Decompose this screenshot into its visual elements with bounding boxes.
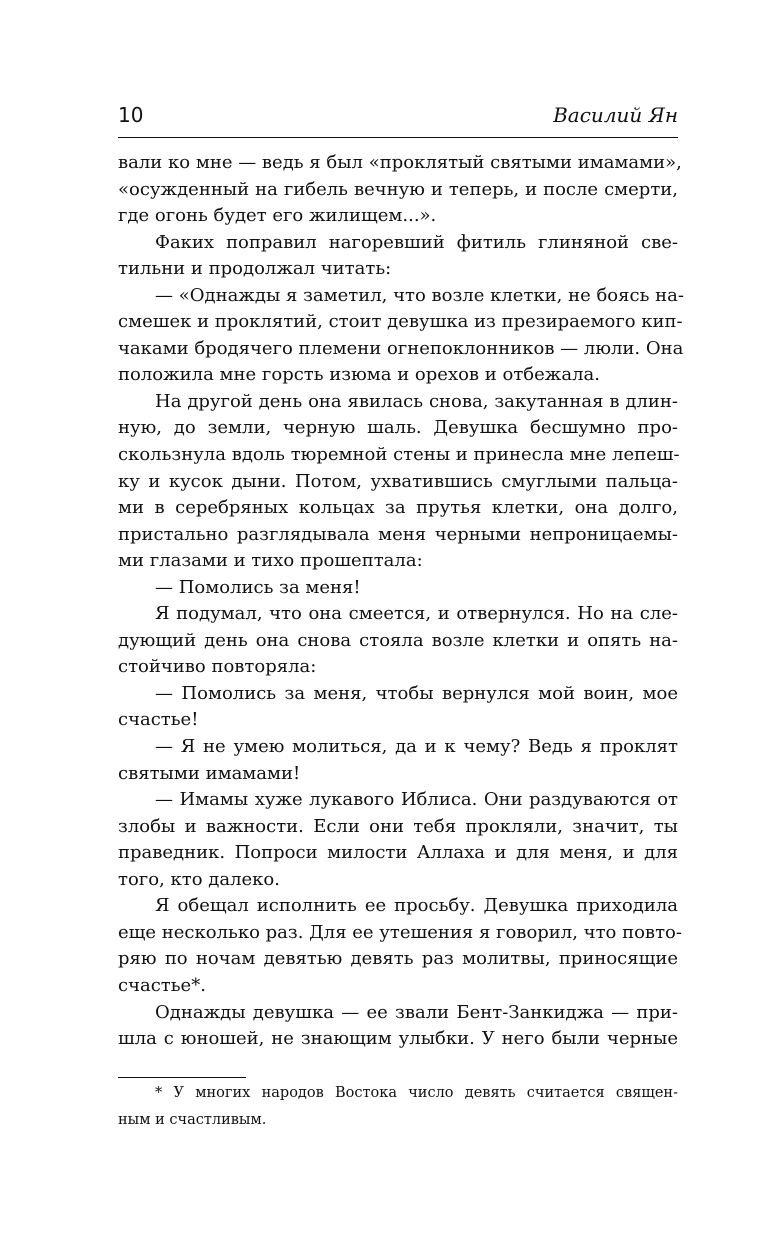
text-line: «осужденный на гибель вечную и теперь, и после смерти, (118, 178, 678, 200)
text-line: дующий день она снова стояла возле клетки и опять на- (118, 629, 678, 651)
text-line: шла с юношей, не знающим улыбки. У него были черные (118, 1028, 678, 1050)
text-line: ную, до земли, черную шаль. Девушка бесшумно про- (118, 417, 678, 439)
text-line: пристально разглядывала меня черными непроницаемы- (118, 523, 678, 545)
text-line: где огонь будет его жилищем...». (118, 205, 437, 227)
text-line: злобы и важности. Если они тебя прокляли, значит, ты (118, 815, 678, 837)
text-line: — Помолись за меня, чтобы вернулся мой воин, мое (155, 682, 678, 704)
text-line: — Помолись за меня! (155, 576, 361, 598)
footnote-line: * У многих народов Востока число девять считается священ- (155, 1085, 678, 1101)
text-line: Однажды девушка — ее звали Бент-Занкиджа — при- (155, 1001, 678, 1023)
text-line: скользнула вдоль тюремной стены и принесла мне лепеш- (118, 444, 680, 466)
text-line: — Я не умею молиться, да и к чему? Ведь я проклят (155, 736, 678, 758)
footnote-rule (118, 1077, 246, 1078)
text-line: — Имамы хуже лукавого Иблиса. Они раздуваются от (155, 789, 678, 811)
text-line: чаками бродячего племени огнепоклонников — люли. Она (118, 337, 684, 359)
text-line: вали ко мне — ведь я был «проклятый святыми имамами», (118, 152, 682, 173)
text-line: ми в серебряных кольцах за прутья клетки, она долго, (118, 497, 678, 519)
text-line: Факих поправил нагоревший фитиль глиняной све- (155, 231, 678, 253)
text-line: счастье! (118, 709, 199, 731)
text-line: — «Однажды я заметил, что возле клетки, не боясь на- (155, 284, 684, 306)
text-line: ку и кусок дыни. Потом, ухватившись смуглыми пальца- (118, 470, 678, 492)
running-head-author: Василий Ян (553, 103, 678, 127)
text-line: святыми имамами! (118, 762, 301, 784)
text-line: Я обещал исполнить ее просьбу. Девушка приходила (155, 895, 678, 917)
text-line: стойчиво повторяла: (118, 656, 317, 678)
page-header (118, 103, 678, 137)
text-line: смешек и проклятий, стоит девушка из презираемого кип- (118, 311, 683, 333)
body-text (118, 150, 684, 1053)
footnote (118, 1080, 678, 1134)
text-line: На другой день она явилась снова, закутанная в длин- (155, 390, 678, 412)
text-line: Я подумал, что она смеется, и отвернулся. Но на сле- (155, 603, 678, 625)
text-line: того, кто далеко. (118, 868, 280, 890)
text-line: праведник. Попроси милости Аллаха и для меня, и для (118, 842, 678, 864)
text-line: еще несколько раз. Для ее утешения я говорил, что повто- (118, 921, 682, 943)
text-line: ряю по ночам девятью девять раз молитвы, приносящие (118, 948, 678, 970)
text-line: положила мне горсть изюма и орехов и отбежала. (118, 364, 600, 386)
footnote-line: ным и счастливым. (118, 1112, 267, 1128)
text-line: ми глазами и тихо прошептала: (118, 550, 423, 572)
text-line: тильни и продолжал читать: (118, 258, 392, 280)
text-line: счастье*. (118, 974, 206, 996)
page-number: 10 (118, 103, 144, 127)
header-rule (118, 137, 678, 138)
